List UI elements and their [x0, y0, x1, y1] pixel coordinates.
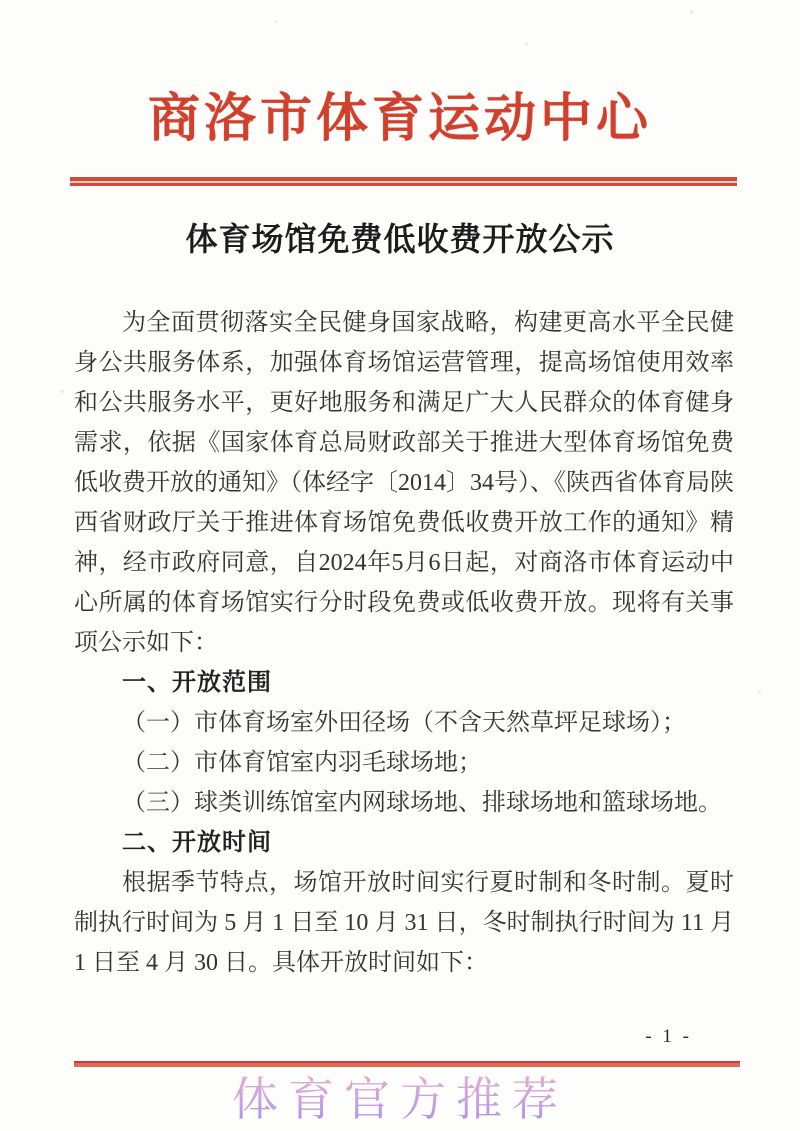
- document-body: [74, 303, 734, 983]
- section-heading-scope: 一、开放范围: [122, 668, 272, 696]
- list-item-2: （二）市体育馆室内羽毛球场地；: [122, 749, 482, 776]
- list-item-3: （三）球类训练馆室内网球场地、排球场地和篮球场地。: [122, 789, 722, 816]
- watermark-text: 体育官方推荐: [0, 1063, 800, 1129]
- letterhead-title: 商洛市体育运动中心: [147, 91, 652, 148]
- scan-speck: [275, 20, 278, 23]
- footer-divider: [74, 1061, 740, 1067]
- paragraph-hours: 根据季节特点，场馆开放时间实行夏时制和冬时制。夏时制执行时间为 5 月 1 日至 10 月 31 日，冬时制执行时间为 11 月 1 日至 4 月 30 日。具体开放时间如下：: [74, 869, 734, 976]
- paragraph-intro: 为全面贯彻落实全民健身国家战略，构建更高水平全民健身公共服务体系，加强体育场馆运营管理，提高场馆使用效率和公共服务水平，更好地服务和满足广大人民群众的体育健身需求，依据《国家体育总局财政部关于推进大型体育场馆免费低收费开放的通知》（体经字〔2014〕34号）、《陕西省体育局陕西省财政厅关于推进体育场馆免费低收费开放工作的通知》精神，经市政府同意，自2024年5月6日起，对商洛市体育运动中心所属的体育场馆实行分时段免费或低收费开放。现将有关事项公示如下：: [74, 309, 734, 656]
- scan-speck: [60, 390, 64, 393]
- scan-speck: [525, 42, 528, 45]
- scan-speck: [690, 10, 693, 14]
- section-heading-hours: 二、开放时间: [122, 828, 272, 856]
- letterhead: [0, 86, 800, 187]
- letterhead-divider: [70, 177, 737, 187]
- scan-speck: [758, 690, 761, 693]
- page-title: 体育场馆免费低收费开放公示: [185, 220, 615, 257]
- list-item-1: （一）市体育场室外田径场（不含天然草坪足球场）；: [122, 709, 686, 736]
- page-number: - 1 -: [645, 1026, 692, 1047]
